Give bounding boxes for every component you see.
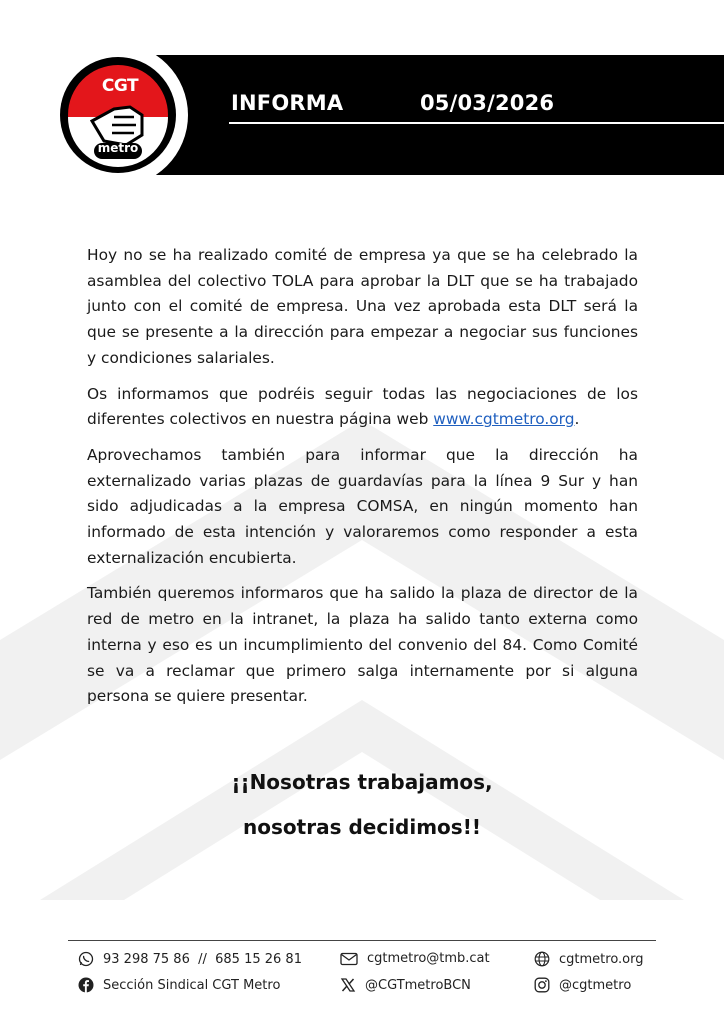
footer-facebook[interactable] (78, 977, 280, 993)
footer-instagram[interactable] (534, 977, 631, 993)
body-text (87, 243, 638, 720)
footer-rule (68, 940, 656, 941)
header-bar (140, 55, 724, 175)
paragraph-3: Aprovechamos también para informar que la dirección ha externalizado varias plazas de guardavías para la línea 9 Sur y han sido adjudicadas a la empresa COMSA, en ningún momento han informado de esta intención y valoraremos como responder a esta externalización encubierta. (87, 445, 638, 567)
footer-email-text: cgtmetro@tmb.cat (367, 951, 490, 966)
instagram-icon (534, 977, 550, 993)
facebook-icon (78, 977, 94, 993)
logo-subtitle: metro (97, 141, 139, 155)
slogan-line-1: ¡¡Nosotras trabajamos, (231, 770, 493, 794)
paragraph-2-end: . (574, 410, 580, 429)
header-rule (229, 122, 724, 124)
header-title: INFORMA (231, 91, 344, 115)
whatsapp-icon (78, 951, 94, 967)
footer-twitter[interactable] (340, 977, 471, 993)
footer-facebook-text: Sección Sindical CGT Metro (103, 977, 281, 993)
logo-brand: CGT (101, 76, 139, 96)
paragraph-2 (87, 382, 638, 433)
footer-twitter-text: @CGTmetroBCN (365, 977, 471, 993)
paragraph-1: Hoy no se ha realizado comité de empresa ya que se ha celebrado la asamblea del colectivo TOLA para aprobar la DLT que se ha trabajado junto con el comité de empresa. Una vez aprobada esta DLT será la que se presente a la dirección para empezar a negociar sus funciones y condiciones salariales. (87, 246, 638, 367)
globe-icon (534, 951, 550, 967)
paragraph-4: También queremos informaros que ha salido la plaza de director de la red de metro en la intranet, la plaza ha salido tanto externa como interna y eso es un incumplimiento del convenio del 84. Como Comité se va a reclamar que primero salga internamente por si alguna persona se quiere presentar. (87, 584, 638, 706)
footer-instagram-text: @cgtmetro (559, 977, 632, 993)
footer-website-text: cgtmetro.org (559, 951, 644, 967)
header-date: 05/03/2026 (420, 91, 555, 115)
footer-email[interactable] (340, 951, 490, 966)
paragraph-2-text: Os informamos que podréis seguir todas las negociaciones de los diferentes colectivos en nuestra página web (87, 384, 638, 429)
mail-icon (340, 952, 358, 966)
x-icon (340, 977, 356, 993)
footer-website[interactable] (534, 951, 644, 967)
slogan-line-2: nosotras decidimos!! (243, 815, 481, 839)
footer-phone (78, 951, 302, 967)
website-link[interactable]: www.cgtmetro.org (433, 410, 575, 429)
footer-phone-text: 93 298 75 86 // 685 15 26 81 (103, 951, 302, 967)
cgt-metro-logo (56, 55, 202, 175)
